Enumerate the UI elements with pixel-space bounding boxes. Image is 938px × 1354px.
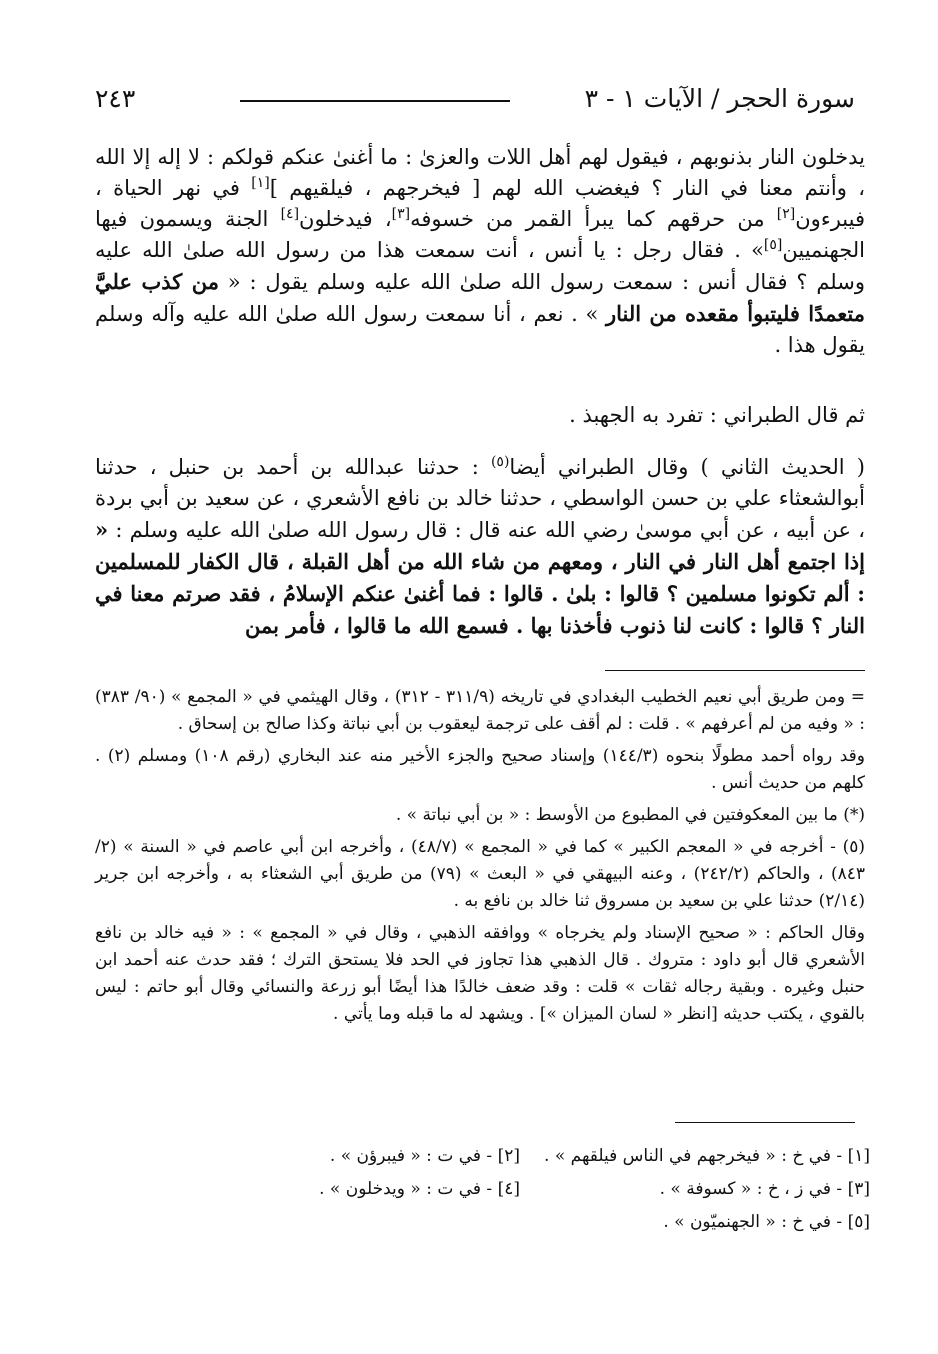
footnote-marker-5: [٥] [763, 237, 783, 253]
text-run: » . فقال رجل : يا أنس ، أنت سمعت هذا من رسول الله صلىٰ الله عليه وسلم ؟ فقال أنس : سمعت رسول الله صلىٰ الله عليه وسلم يقول : « [95, 238, 865, 294]
paragraph-3 [95, 452, 865, 642]
text-run: الجنة ويسمون فيها الجهنميين [95, 207, 865, 262]
text-run: من حرقهم كما يبرأ القمر من خسوفه [410, 207, 777, 231]
footnotes-separator [675, 1122, 855, 1123]
note: (*) ما بين المعكوفتين في المطبوع من الأوسط : « بن أبي نباتة » . [395, 805, 865, 825]
text-run: في نهر الحياة ، فيبرءون [95, 176, 865, 231]
surah-title: سورة الحجر / الآيات ١ - ٣ [584, 84, 855, 113]
footnote: [٤] - في ت : « ويدخلون » . [319, 1179, 520, 1199]
main-text [95, 142, 865, 361]
note: وقال الحاكم : « صحيح الإسناد ولم يخرجاه » ووافقه الذهبي ، وقال في « المجمع » : « فيه خالد بن نافع الأشعري قال أبو داود : متروك . قال الذهبي هذا تجاوز في الحد فلا يستحق الترك ؛ فقد حدث عنه أحمد ابن حنبل وغيره . وبقية رجاله ثقات » قلت : وقد ضعف خالدًا هذا أيضًا أبو زرعة والنسائي وقال أبو حاتم : ليس بالقوي ، يكتب حديثه [انظر « لسان الميزان »] . ويشهد له ما قبله وما يأتي . [95, 923, 865, 1024]
footnote-row [170, 1140, 870, 1173]
footnote-marker-2: [٢] [776, 206, 796, 222]
text-run: ، فيدخلون [299, 207, 392, 231]
paragraph-1 [95, 142, 865, 361]
text-run: ( الحديث الثاني ) وقال الطبراني أيضا [509, 455, 865, 479]
footnote-row [170, 1206, 870, 1239]
text-run: : حدثنا عبدالله بن أحمد بن حنبل ، حدثنا أبوالشعثاء علي بن حسن الواسطي ، حدثنا خالد بن نافع الأشعري ، عن سعيد بن أبي بردة ، عن أبيه ، عن أبي موسىٰ رضي الله عنه قال : قال رسول الله صلىٰ الله عليه وسلم : [95, 455, 865, 542]
footnote: [١] - في خ : « فيخرجهم في الناس فيلقهم » . [544, 1146, 870, 1166]
variant-footnotes [170, 1140, 870, 1239]
note: وقد رواه أحمد مطولًا بنحوه (١٤٤/٣) وإسناد صحيح والجزء الأخير منه عند البخاري (رقم ١٠٨) ومسلم (٢) . كلهم من حديث أنس . [95, 746, 865, 793]
footnote: [٣] - في ز ، خ : « كسوفة » . [659, 1179, 870, 1199]
paragraph-2: ثم قال الطبراني : تفرد به الجهبذ . [569, 403, 865, 427]
footnote-marker-1: [١] [251, 175, 270, 191]
footnote-marker-4: [٤] [280, 206, 300, 222]
hadith-bold: « إذا اجتمع أهل النار في النار ، ومعهم من شاء الله من أهل القبلة ، قال الكفار للمسلمين : ألم تكونوا مسلمين ؟ قالوا : بلىٰ . قالوا : فما أغنىٰ عنكم الإسلامُ ، فقد صرتم معنا في النار ؟ قالوا : كانت لنا ذنوب فأخذنا بها . فسمع الله ما قالوا ، فأمر بمن [95, 517, 865, 638]
footnote: [٢] - في ت : « فيبرؤن » . [329, 1146, 520, 1166]
page-number: ٢٤٣ [95, 84, 136, 113]
main-text-2 [95, 400, 865, 431]
text-run: يدخلون النار بذنوبهم ، فيقول لهم أهل اللات والعزىٰ : ما أغنىٰ عنكم قولكم : لا إله إلا الله ، وأنتم معنا في النار ؟ فيغضب الله لهم [ فيخرجهم ، فيلقيهم ] [95, 145, 865, 200]
footnote-marker-3: [٣] [391, 206, 411, 222]
header-rule [240, 100, 510, 102]
editor-notes [95, 684, 865, 1033]
note: (٥) - أخرجه في « المعجم الكبير » كما في « المجمع » (٤٨/٧) ، وأخرجه ابن أبي عاصم في « السنة » (٢/ ٨٤٣) ، والحاكم (٢٤٢/٢) ، وعنه البيهقي في « البعث » (٧٩) من طريق أبي الشعثاء به ، وأخرجه ابن جرير (٢/١٤) حدثنا علي بن سعيد بن مسروق ثنا خالد بن نافع به . [95, 837, 865, 911]
text-run: » . نعم ، أنا سمعت رسول الله صلىٰ الله عليه وآله وسلم يقول هذا . [95, 302, 865, 357]
footnote: [٥] - في خ : « الجهنميّون » . [663, 1212, 870, 1232]
footnote-row [170, 1173, 870, 1206]
note: = ومن طريق أبي نعيم الخطيب البغدادي في تاريخه (٣١١/٩ - ٣١٢) ، وقال الهيثمي في « المجمع » (٩٠/ ٣٨٣) : « وفيه من لم أعرفهم » . قلت : لم أقف على ترجمة ليعقوب بن أبي نباتة وكذا صالح بن إسحاق . [95, 687, 865, 734]
notes-separator [605, 670, 865, 671]
main-text-3 [95, 452, 865, 642]
running-header [95, 78, 855, 122]
hadith-bold: من كذب عليَّ متعمدًا فليتبوأ مقعده من النار [95, 269, 865, 326]
footnote-marker-ref5: (٥) [490, 454, 510, 470]
